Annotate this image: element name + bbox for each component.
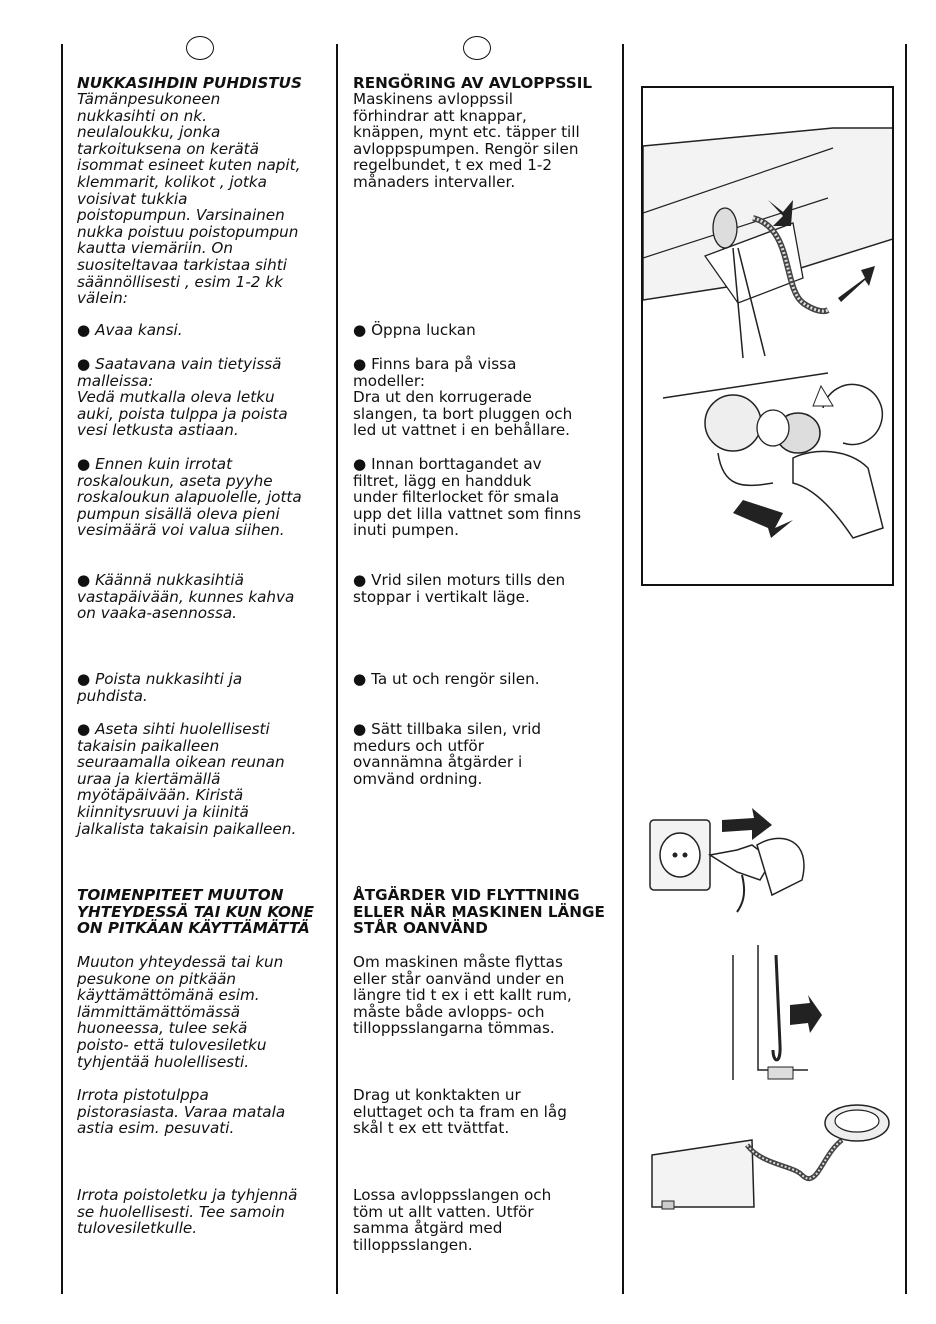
sv-bullet-5: ● Ta ut och rengör silen.	[353, 671, 540, 688]
column-rule-right	[905, 44, 907, 1294]
sv-bullet-4: ● Vrid silen moturs tills den stoppar i vertikalt läge.	[353, 572, 565, 605]
language-badge-fi	[186, 36, 214, 60]
fi-moving-paragraph-1: Muuton yhteydessä tai kun pesukone on pitkään käyttämättömänä esim. lämmittämättömässä huoneessa, tulee sekä poisto- että tulovesiletku tyhjentää huolellisesti.	[77, 953, 284, 1071]
fi-bullet-6: ● Aseta sihti huolellisesti takaisin paikalleen seuraamalla oikean reunan uraa ja kiertämällä myötäpäivään. Kiristä kiinnitysruuvi ja kiinitä jalkalista takaisin paikalleen.	[77, 721, 296, 837]
fi-bullet-5: ● Poista nukkasihti ja puhdista.	[77, 671, 242, 704]
sv-moving-paragraph-1: Om maskinen måste flyttas eller står oanvänd under en längre tid t ex i ett kallt rum, måste både avlopps- och tilloppsslangarna tömmas.	[353, 953, 572, 1038]
fi-moving-paragraph-2: Irrota pistotulppa pistorasiasta. Varaa matala astia esim. pesuvati.	[77, 1086, 286, 1138]
sv-bullet-3: ● Innan borttagandet av filtret, lägg en handduk under filterlocket för smala upp det lilla vattnet som finns inuti pumpen.	[353, 456, 581, 539]
sv-section-title: RENGÖRING AV AVLOPPSSIL	[353, 74, 593, 92]
sv-bullet-6: ● Sätt tillbaka silen, vrid medurs och utför ovannämna åtgärder i omvänd ordning.	[353, 721, 541, 787]
filter-cleaning-drawing	[643, 88, 894, 586]
fi-section-title: NUKKASIHDIN PUHDISTUS	[77, 74, 302, 92]
sv-bullet-2: ● Finns bara på vissa modeller: Dra ut den korrugerade slangen, ta bort pluggen och led ut vattnet i en behållare.	[353, 356, 572, 439]
fi-bullet-2: ● Saatavana vain tietyissä malleissa: Vedä mutkalla oleva letku auki, poista tulppa ja poista vesi letkusta astiaan.	[77, 356, 288, 439]
unplug-illustration	[642, 800, 822, 915]
sv-moving-paragraph-3: Lossa avloppsslangen och töm ut allt vatten. Utför samma åtgärd med tilloppsslangen.	[353, 1186, 552, 1254]
fi-bullet-1: ● Avaa kansi.	[77, 322, 183, 339]
sv-bullet-1: ● Öppna luckan	[353, 322, 476, 339]
fi-bullet-4: ● Käännä nukkasihtiä vastapäivään, kunnes kahva on vaaka-asennossa.	[77, 572, 294, 622]
sv-moving-paragraph-2: Drag ut konktakten ur eluttaget och ta fram en låg skål t ex ett tvättfat.	[353, 1086, 567, 1138]
fi-moving-paragraph-3: Irrota poistoletku ja tyhjennä se huolellisesti. Tee samoin tulovesiletkulle.	[77, 1186, 298, 1238]
fi-moving-title: TOIMENPITEET MUUTON YHTEYDESSÄ TAI KUN KONE ON PITKÄAN KÄYTTÄMÄTTÄ	[77, 886, 315, 938]
column-rule-left	[61, 44, 63, 1294]
column-rule-middle-right	[622, 44, 624, 1294]
fi-bullet-3: ● Ennen kuin irrotat roskaloukun, aseta pyyhe roskaloukun alapuolelle, jotta pumpun sisällä oleva pieni vesimäärä voi valua siihen.	[77, 456, 302, 539]
column-rule-middle-left	[336, 44, 338, 1294]
sv-moving-title: ÅTGÄRDER VID FLYTTNING ELLER NÄR MASKINEN LÄNGE STÅR OANVÄND	[353, 886, 605, 938]
language-badge-sv	[463, 36, 491, 60]
drain-hose-illustration	[718, 945, 828, 1085]
sv-intro: Maskinens avloppssil förhindrar att knappar, knäppen, mynt etc. täpper till avloppspumpen. Rengör silen regelbundet, t ex med 1-2 månaders intervaller.	[353, 90, 580, 191]
filter-cleaning-illustration	[641, 86, 894, 586]
fi-intro: Tämänpesukoneen nukkasihti on nk. neulaloukku, jonka tarkoituksena on kerätä isommat esineet kuten napit, klemmarit, kolikot , jotka voisivat tukkia poistopumpun. Varsinainen nukka poistuu poistopumpun kautta viemäriin. On suositeltavaa tarkistaa sihti säännöllisesti , esim 1-2 kk välein:	[77, 90, 301, 308]
basin-illustration	[642, 1095, 902, 1215]
